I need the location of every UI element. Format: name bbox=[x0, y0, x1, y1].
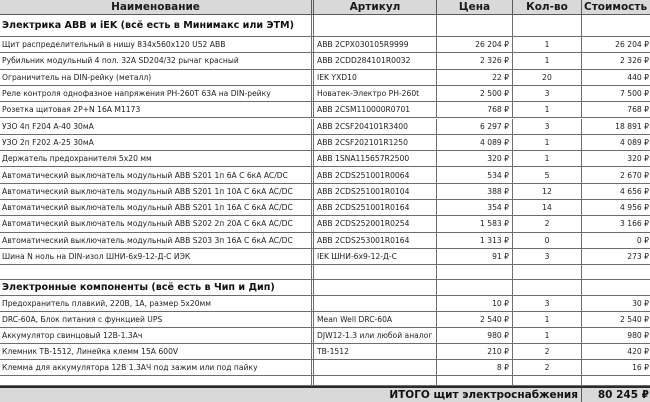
cell-qty[interactable]: 12 bbox=[513, 184, 582, 199]
column-header-cost[interactable]: Стоимость bbox=[584, 1, 648, 13]
cell-article[interactable]: ABB 2CDS251001R0104 bbox=[314, 184, 437, 199]
empty-cell[interactable] bbox=[0, 265, 314, 279]
cell-article[interactable]: IEK ШНИ-6х9-12-Д-С bbox=[314, 249, 437, 264]
cell-qty[interactable]: 14 bbox=[513, 200, 582, 215]
empty-cell[interactable] bbox=[314, 15, 437, 36]
cell-price[interactable]: 22 ₽ bbox=[437, 70, 513, 85]
section-row bbox=[0, 15, 650, 37]
cell-qty[interactable]: 20 bbox=[513, 70, 582, 85]
table-row bbox=[0, 216, 650, 232]
cell-price[interactable]: 768 ₽ bbox=[437, 102, 513, 117]
cell-price[interactable]: 26 204 ₽ bbox=[437, 37, 513, 52]
cell-price[interactable]: 8 ₽ bbox=[437, 360, 513, 375]
cell-price[interactable]: 2 500 ₽ bbox=[437, 86, 513, 101]
cell-price[interactable]: 4 089 ₽ bbox=[437, 135, 513, 150]
table-row bbox=[0, 119, 650, 135]
cell-name[interactable]: Аккумулятор свинцовый 12В-1.3Ач bbox=[0, 328, 314, 343]
cell-qty[interactable]: 3 bbox=[513, 86, 582, 101]
cell-article[interactable]: Новатек-Электро РН-260t bbox=[314, 86, 437, 101]
cell-qty[interactable]: 5 bbox=[513, 167, 582, 182]
cell-article[interactable]: ABB 2CDS251001R0064 bbox=[314, 167, 437, 182]
table-row bbox=[0, 135, 650, 151]
cell-qty[interactable]: 2 bbox=[513, 360, 582, 375]
cell-name[interactable]: Автоматический выключатель модульный ABB S201 1п 6А С 6кА AC/DC bbox=[0, 167, 314, 182]
cell-cost[interactable]: 4 956 ₽ bbox=[620, 203, 649, 213]
cell-cost[interactable]: 18 891 ₽ bbox=[615, 121, 649, 131]
table-row bbox=[0, 312, 650, 328]
table-row bbox=[0, 37, 650, 53]
cell-name[interactable]: Автоматический выключатель модульный ABB S201 1п 16А С 6кА AC/DC bbox=[0, 200, 314, 215]
table-row bbox=[0, 360, 650, 376]
cell-cost[interactable]: 0 ₽ bbox=[636, 235, 649, 245]
cell-article[interactable]: ABB 2CPX030105R9999 bbox=[314, 37, 437, 52]
cell-price[interactable]: 2 326 ₽ bbox=[437, 53, 513, 68]
cell-cost[interactable]: 273 ₽ bbox=[627, 252, 649, 262]
empty-cell[interactable] bbox=[582, 15, 650, 36]
cell-article[interactable]: ABB 2CDS253001R0164 bbox=[314, 233, 437, 248]
cell-article[interactable]: ABB 1SNA115657R2500 bbox=[314, 151, 437, 166]
cell-cost[interactable]: 7 500 ₽ bbox=[620, 89, 649, 99]
table-row bbox=[0, 86, 650, 102]
cell-cost[interactable]: 768 ₽ bbox=[627, 105, 649, 115]
section-title[interactable]: Электрика ABB и iEK (всё есть в Минимакс или ЭТМ) bbox=[0, 15, 314, 36]
section-title[interactable]: Электронные компоненты (всё есть в Чип и Дип) bbox=[0, 280, 314, 295]
table-row bbox=[0, 102, 650, 118]
cell-name[interactable]: УЗО 2п F202 A-25 30мА bbox=[0, 135, 314, 150]
cell-price[interactable]: 91 ₽ bbox=[437, 249, 513, 264]
empty-cell[interactable] bbox=[513, 265, 582, 279]
cell-qty[interactable]: 3 bbox=[513, 119, 582, 134]
cell-qty[interactable]: 1 bbox=[513, 102, 582, 117]
cell-name[interactable]: Ограничитель на DIN-рейку (металл) bbox=[0, 70, 314, 85]
cell-name[interactable]: Автоматический выключатель модульный ABB S202 2п 20А С 6кА AC/DC bbox=[0, 216, 314, 231]
cell-cost[interactable]: 26 204 ₽ bbox=[615, 40, 649, 50]
cell-article[interactable]: ABB 2CDS252001R0254 bbox=[314, 216, 437, 231]
cell-cost[interactable]: 4 656 ₽ bbox=[620, 186, 649, 196]
empty-cell[interactable] bbox=[314, 280, 437, 295]
cell-article[interactable]: Mean Well DRC-60A bbox=[314, 312, 437, 327]
table-row bbox=[0, 328, 650, 344]
cell-name[interactable]: Рубильник модульный 4 пол. 32A SD204/32 рычаг красный bbox=[0, 53, 314, 68]
empty-row bbox=[0, 265, 650, 280]
cell-qty[interactable]: 1 bbox=[513, 135, 582, 150]
column-header-price[interactable]: Цена bbox=[437, 0, 513, 14]
cell-price[interactable]: 1 313 ₽ bbox=[437, 233, 513, 248]
cell-article[interactable]: ABB 2CDS251001R0164 bbox=[314, 200, 437, 215]
cell-name[interactable]: УЗО 4п F204 A-40 30мА bbox=[0, 119, 314, 134]
cell-name[interactable]: Держатель предохранителя 5х20 мм bbox=[0, 151, 314, 166]
cell-cost[interactable]: 320 ₽ bbox=[627, 154, 649, 164]
empty-cell[interactable] bbox=[437, 280, 513, 295]
cell-price[interactable]: 320 ₽ bbox=[437, 151, 513, 166]
cell-price[interactable]: 6 297 ₽ bbox=[437, 119, 513, 134]
column-header-qty[interactable]: Кол-во bbox=[513, 0, 582, 14]
empty-cell[interactable] bbox=[314, 265, 437, 279]
table-row bbox=[0, 167, 650, 183]
empty-cell[interactable] bbox=[437, 15, 513, 36]
cell-price[interactable]: 10 ₽ bbox=[437, 296, 513, 311]
table-row bbox=[0, 151, 650, 167]
cell-article[interactable]: DJW12-1.3 или любой аналог bbox=[314, 328, 437, 343]
table-row bbox=[0, 344, 650, 360]
cell-qty[interactable]: 0 bbox=[513, 233, 582, 248]
cell-article[interactable]: ABB 2CSF204101R3400 bbox=[314, 119, 437, 134]
cell-cost[interactable]: 980 ₽ bbox=[627, 330, 649, 340]
cell-cost[interactable]: 3 166 ₽ bbox=[620, 219, 649, 229]
cell-price[interactable]: 2 540 ₽ bbox=[437, 312, 513, 327]
cell-price[interactable]: 210 ₽ bbox=[437, 344, 513, 359]
cell-price[interactable]: 534 ₽ bbox=[437, 167, 513, 182]
total-row bbox=[0, 386, 650, 402]
column-header-article[interactable]: Артикул bbox=[314, 0, 437, 14]
empty-cell[interactable] bbox=[513, 376, 582, 385]
cell-article[interactable]: IEK YXD10 bbox=[314, 70, 437, 85]
cell-qty[interactable]: 1 bbox=[513, 151, 582, 166]
cell-cost[interactable]: 30 ₽ bbox=[632, 298, 649, 308]
empty-cell[interactable] bbox=[582, 265, 650, 279]
table-row bbox=[0, 184, 650, 200]
cell-name[interactable]: Клемма для аккумулятора 12В 1.3АЧ под зажим или под пайку bbox=[0, 360, 314, 375]
cell-article[interactable]: ABB 2CDD284101R0032 bbox=[314, 53, 437, 68]
cell-price[interactable]: 354 ₽ bbox=[437, 200, 513, 215]
cell-qty[interactable]: 2 bbox=[513, 216, 582, 231]
empty-cell[interactable] bbox=[513, 15, 582, 36]
cell-cost[interactable]: 4 089 ₽ bbox=[620, 137, 649, 147]
cell-name[interactable]: Автоматический выключатель модульный ABB S203 3п 16А С 6кА AC/DC bbox=[0, 233, 314, 248]
table-row bbox=[0, 233, 650, 249]
cell-name[interactable]: Клемник TB-1512, Линейка клемм 15A 600V bbox=[0, 344, 314, 359]
cell-cost[interactable]: 2 670 ₽ bbox=[620, 170, 649, 180]
cell-name[interactable]: Шина N ноль на DIN-изол ШНИ-6х9-12-Д-С ИЭК bbox=[0, 249, 314, 264]
empty-cell[interactable] bbox=[437, 265, 513, 279]
empty-cell[interactable] bbox=[582, 376, 650, 385]
cell-cost[interactable]: 440 ₽ bbox=[627, 72, 649, 82]
cell-name[interactable]: Розетка щитовая 2P+N 16A M1173 bbox=[0, 102, 314, 117]
cell-article[interactable]: ABB 2CSF202101R1250 bbox=[314, 135, 437, 150]
cell-name[interactable]: Автоматический выключатель модульный ABB S201 1п 10А С 6кА AC/DC bbox=[0, 184, 314, 199]
cell-name[interactable]: DRC-60A, Блок питания с функцией UPS bbox=[0, 312, 314, 327]
empty-cell[interactable] bbox=[437, 376, 513, 385]
cell-article[interactable]: ABB 2CSM110000R0701 bbox=[314, 102, 437, 117]
table-row bbox=[0, 249, 650, 265]
cell-name[interactable]: Предохранитель плавкий, 220В, 1А, размер 5х20мм bbox=[0, 296, 314, 311]
cell-qty[interactable]: 1 bbox=[513, 53, 582, 68]
header-row bbox=[0, 0, 650, 15]
total-label[interactable]: ИТОГО щит электроснабжения bbox=[0, 388, 582, 402]
total-value[interactable]: 80 245 ₽ bbox=[597, 389, 649, 401]
cell-qty[interactable]: 1 bbox=[513, 37, 582, 52]
cell-article[interactable] bbox=[314, 296, 437, 311]
empty-cell[interactable] bbox=[513, 280, 582, 295]
cell-article[interactable] bbox=[314, 360, 437, 375]
empty-row bbox=[0, 376, 650, 386]
empty-cell[interactable] bbox=[0, 376, 314, 385]
empty-cell[interactable] bbox=[314, 376, 437, 385]
column-header-name[interactable]: Наименование bbox=[0, 0, 314, 14]
cell-cost[interactable]: 16 ₽ bbox=[632, 362, 649, 372]
table-row bbox=[0, 296, 650, 312]
cell-price[interactable]: 1 583 ₽ bbox=[437, 216, 513, 231]
cell-qty[interactable]: 1 bbox=[513, 312, 582, 327]
cell-cost[interactable]: 420 ₽ bbox=[627, 346, 649, 356]
cell-qty[interactable]: 2 bbox=[513, 344, 582, 359]
table-row bbox=[0, 53, 650, 69]
section-row bbox=[0, 280, 650, 296]
cell-cost[interactable]: 2 540 ₽ bbox=[620, 314, 649, 324]
empty-cell[interactable] bbox=[582, 280, 650, 295]
cell-price[interactable]: 980 ₽ bbox=[437, 328, 513, 343]
cell-name[interactable]: Реле контроля однофазное напряжения РН-260Т 63А на DIN-рейку bbox=[0, 86, 314, 101]
cell-qty[interactable]: 3 bbox=[513, 249, 582, 264]
cell-qty[interactable]: 3 bbox=[513, 296, 582, 311]
table-row bbox=[0, 70, 650, 86]
table-row bbox=[0, 200, 650, 216]
cell-cost[interactable]: 2 326 ₽ bbox=[620, 56, 649, 66]
cell-article[interactable]: TB-1512 bbox=[314, 344, 437, 359]
cell-qty[interactable]: 1 bbox=[513, 328, 582, 343]
cell-price[interactable]: 388 ₽ bbox=[437, 184, 513, 199]
cell-name[interactable]: Щит распределительный в нишу 834x560x120 U52 ABB bbox=[0, 37, 314, 52]
